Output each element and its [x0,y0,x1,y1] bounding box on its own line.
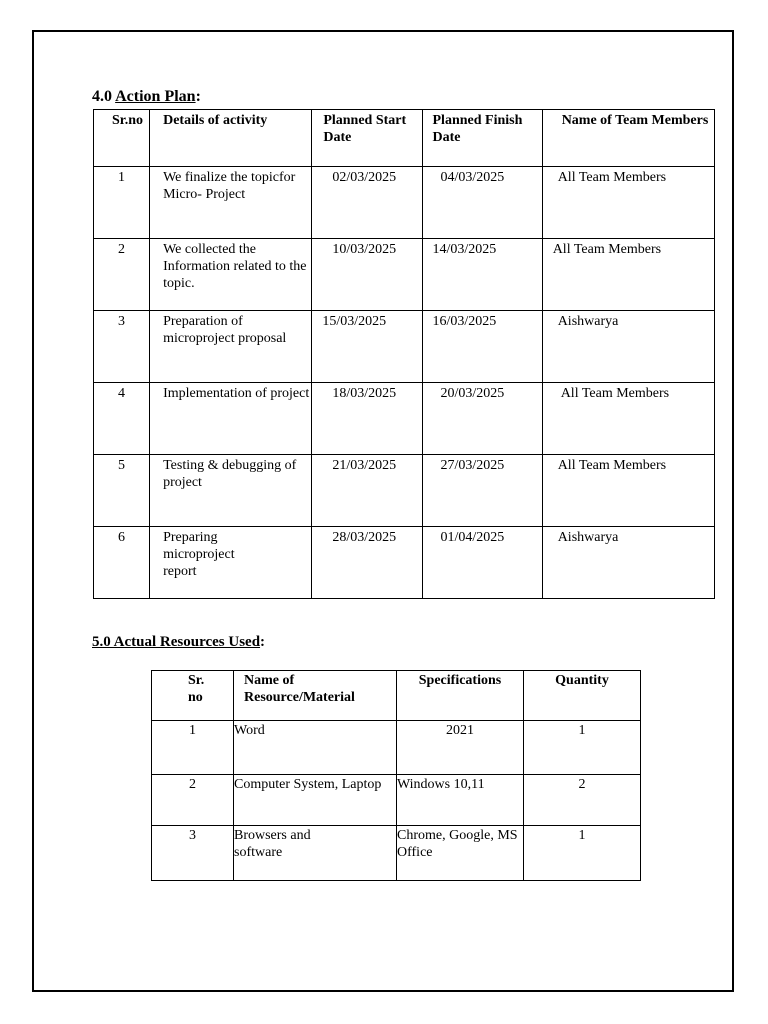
row-team-members: All Team Members [542,455,714,527]
row-srno: 2 [94,239,150,311]
row-srno: 2 [152,775,234,826]
table-row [152,721,641,775]
row-details: Preparation of microproject proposal [150,311,312,383]
header-start-date: Planned Start Date [312,110,422,167]
row-srno: 1 [152,721,234,775]
row-finish-date: 14/03/2025 [422,239,542,311]
table-row [94,383,715,455]
row-team-members: Aishwarya [542,311,714,383]
table-row [94,239,715,311]
row-details: We collected the Information related to the topic. [150,239,312,311]
table-row [94,167,715,239]
row-details: Implementation of project [150,383,312,455]
row-srno: 4 [94,383,150,455]
row-start-date: 28/03/2025 [312,527,422,599]
row-details: Testing & debugging of project [150,455,312,527]
row-quantity: 2 [524,775,641,826]
table-row [152,775,641,826]
action-plan-colon: : [195,88,201,105]
action-plan-title: Action Plan [115,88,196,105]
resources-colon: : [260,634,266,650]
row-start-date: 21/03/2025 [312,455,422,527]
row-start-date: 18/03/2025 [312,383,422,455]
row-specifications: 2021 [397,721,524,775]
row-start-date: 10/03/2025 [312,239,422,311]
table-row [94,311,715,383]
row-srno: 1 [94,167,150,239]
row-start-date: 15/03/2025 [312,311,422,383]
row-details: We finalize the topicfor Micro- Project [150,167,312,239]
row-finish-date: 04/03/2025 [422,167,542,239]
row-finish-date: 01/04/2025 [422,527,542,599]
row-srno: 6 [94,527,150,599]
row-srno: 5 [94,455,150,527]
row-team-members: All Team Members [542,239,714,311]
resources-heading [92,633,265,651]
row-finish-date: 27/03/2025 [422,455,542,527]
table-row [94,455,715,527]
action-plan-heading [92,88,201,106]
row-finish-date: 16/03/2025 [422,311,542,383]
row-resource-name: Word [234,721,397,775]
table-row [94,527,715,599]
row-start-date: 02/03/2025 [312,167,422,239]
header-srno: Sr.no [94,110,150,167]
row-srno: 3 [152,826,234,881]
row-quantity: 1 [524,721,641,775]
row-finish-date: 20/03/2025 [422,383,542,455]
header-finish-date: Planned Finish Date [422,110,542,167]
row-resource-name: Browsers and software [234,826,397,881]
resources-table [151,670,641,881]
row-team-members: All Team Members [542,383,714,455]
header-quantity: Quantity [524,671,641,721]
header-team-members: Name of Team Members [542,110,714,167]
header-specifications: Specifications [397,671,524,721]
row-details: Preparing microproject report [150,527,312,599]
row-specifications: Chrome, Google, MS Office [397,826,524,881]
action-plan-number: 4.0 [92,88,112,105]
action-plan-header-row [94,110,715,167]
row-quantity: 1 [524,826,641,881]
resources-title: 5.0 Actual Resources Used [92,634,261,650]
row-team-members: All Team Members [542,167,714,239]
action-plan-table [93,109,715,599]
row-specifications: Windows 10,11 [397,775,524,826]
header-srno: Sr. no [152,671,234,721]
row-resource-name: Computer System, Laptop [234,775,397,826]
resources-header-row [152,671,641,721]
row-team-members: Aishwarya [542,527,714,599]
row-srno: 3 [94,311,150,383]
header-resource-name: Name of Resource/Material [234,671,397,721]
table-row [152,826,641,881]
header-details: Details of activity [150,110,312,167]
